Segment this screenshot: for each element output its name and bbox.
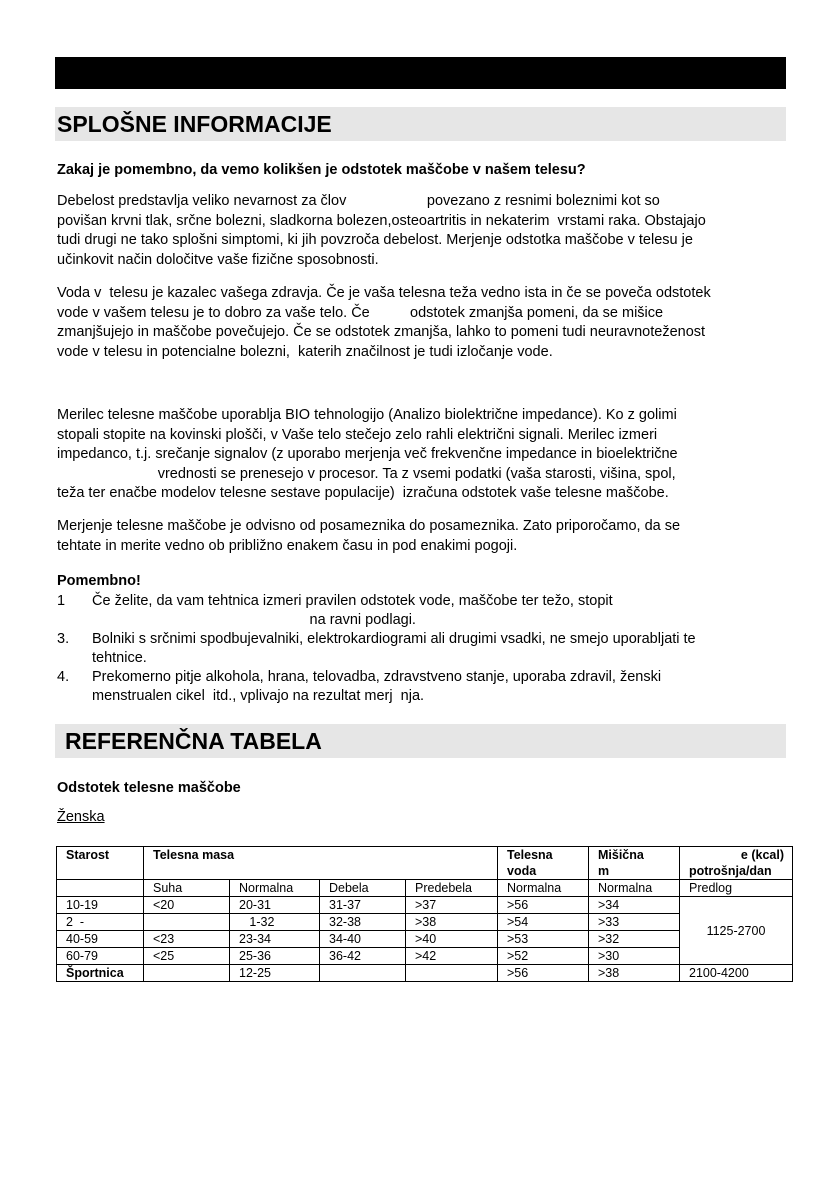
table-cell: >38 — [406, 914, 498, 931]
table-cell: >42 — [406, 948, 498, 965]
table-cell — [320, 965, 406, 982]
table-cell: >37 — [406, 897, 498, 914]
kcal-merged-cell: 1125-2700 — [680, 897, 793, 965]
header-telesna-voda: voda — [498, 863, 589, 880]
list-item-text: Prekomerno pitje alkohola, hrana, telovadba, zdravstveno stanje, uporaba zdravil, ženski — [92, 669, 662, 685]
table-cell: Normalna — [230, 880, 320, 897]
table-cell: >56 — [498, 965, 589, 982]
list-item-number: 3. — [57, 631, 70, 647]
text-line: zmanjšujejo in maščobe povečujejo. Če se odstotek zmanjša, lahko to pomeni tudi neuravnoteženost — [57, 324, 706, 340]
table-cell: 60-79 — [57, 948, 144, 965]
header-misicna: m — [589, 863, 680, 880]
header-starost: Starost — [57, 847, 144, 864]
table-cell: >30 — [589, 948, 680, 965]
list-item — [57, 592, 787, 630]
text-line: Merjenje telesne maščobe je odvisno od posameznika do posameznika. Zato priporočamo, da se — [57, 518, 681, 534]
table-cell: Predlog — [680, 880, 793, 897]
list-item-text: Če želite, da vam tehtnica izmeri pravilen odstotek vode, maščobe ter težo, stopit — [92, 593, 613, 609]
paragraph-bio-technology — [57, 406, 787, 504]
table-cell: >40 — [406, 931, 498, 948]
table-cell — [144, 863, 498, 880]
text-line: teža ter enačbe modelov telesne sestave populacije) izračuna odstotek vaše telesne maščobe. — [57, 485, 669, 501]
table-cell — [57, 863, 144, 880]
header-telesna-masa: Telesna masa — [144, 847, 498, 864]
table-cell: >52 — [498, 948, 589, 965]
table-cell — [406, 965, 498, 982]
text-line: vrednosti se prenesejo v procesor. Ta z vsemi podatki (vaša starosti, višina, spol, — [57, 465, 676, 482]
gender-label: Ženska — [57, 809, 105, 825]
table-row — [57, 897, 793, 914]
header-kcal: potrošnja/dan — [680, 863, 793, 880]
table-cell: >38 — [589, 965, 680, 982]
list-item-text: tehtnice. — [92, 650, 147, 666]
text-line: tehtate in merite vedno ob približno enakem času in pod enakimi pogoji. — [57, 537, 518, 554]
table-cell — [57, 880, 144, 897]
table-cell: <20 — [144, 897, 230, 914]
list-item — [57, 630, 787, 668]
list-item-number: 4. — [57, 669, 70, 685]
list-item-text: na ravni podlagi. — [92, 612, 416, 628]
text-line: impedanco, t.j. srečanje signalov (z uporabo merjenja več frekvenčne impedance in bioelektrične — [57, 446, 678, 462]
list-item-text: Bolniki s srčnimi spodbujevalniki, elektrokardiogrami ali drugimi vsadki, ne smejo uporabljati te — [92, 631, 696, 647]
table-cell: 2100-4200 — [680, 965, 793, 982]
table-header-row — [57, 863, 793, 880]
table-row-sport — [57, 965, 793, 982]
table-cell: Športnica — [57, 965, 144, 982]
table-subheader-row — [57, 880, 793, 897]
header-misicna: Mišična — [589, 847, 680, 864]
table-cell: <23 — [144, 931, 230, 948]
table-cell: Normalna — [498, 880, 589, 897]
table-cell — [144, 914, 230, 931]
paragraph-measurement — [57, 517, 787, 556]
text-line: tudi drugi ne tako splošni simptomi, ki jih povzroča debelost. Merjenje odstotka maščobe v telesu je — [57, 232, 693, 248]
question-heading: Zakaj je pomembno, da vemo kolikšen je odstotek maščobe v našem telesu? — [57, 162, 586, 178]
important-heading: Pomembno! — [57, 573, 141, 589]
text-line: Debelost predstavlja veliko nevarnost za člov povezano z resnimi boleznimi kot so — [57, 193, 660, 209]
section-title-general: SPLOŠNE INFORMACIJE — [57, 111, 332, 137]
table-cell: 25-36 — [230, 948, 320, 965]
table-cell: >53 — [498, 931, 589, 948]
table-cell: Suha — [144, 880, 230, 897]
table-cell — [144, 965, 230, 982]
reference-table — [56, 846, 793, 982]
table-cell: 1-32 — [230, 914, 320, 931]
table-cell: 20-31 — [230, 897, 320, 914]
paragraph-obesity — [57, 192, 787, 270]
list-item — [57, 668, 787, 706]
table-cell: 36-42 — [320, 948, 406, 965]
table-cell: >56 — [498, 897, 589, 914]
list-item-text: menstrualen cikel itd., vplivajo na rezultat merj nja. — [92, 688, 425, 704]
table-subtitle: Odstotek telesne maščobe — [57, 780, 241, 796]
table-cell: 31-37 — [320, 897, 406, 914]
table-cell: 12-25 — [230, 965, 320, 982]
paragraph-water — [57, 284, 787, 362]
table-cell: >32 — [589, 931, 680, 948]
table-cell: 40-59 — [57, 931, 144, 948]
section-title-reference: REFERENČNA TABELA — [65, 728, 322, 754]
table-cell: Normalna — [589, 880, 680, 897]
text-line: Voda v telesu je kazalec vašega zdravja. Če je vaša telesna teža vedno ista in če se poveča odstotek — [57, 285, 711, 301]
table-cell: 34-40 — [320, 931, 406, 948]
header-kcal: e (kcal) — [680, 847, 793, 864]
table-cell: 10-19 — [57, 897, 144, 914]
text-line: učinkovit način določitve vaše fizične sposobnosti. — [57, 251, 379, 268]
table-cell: >33 — [589, 914, 680, 931]
table-cell: >54 — [498, 914, 589, 931]
table-cell: Debela — [320, 880, 406, 897]
text-line: stopali stopite na kovinski plošči, v Vaše telo stečejo zelo rahli električni signali. Merilec izmeri — [57, 426, 658, 443]
table-cell: 32-38 — [320, 914, 406, 931]
table-cell: >34 — [589, 897, 680, 914]
header-telesna-voda: Telesna — [498, 847, 589, 864]
section-band-general — [55, 107, 786, 141]
table-cell: 23-34 — [230, 931, 320, 948]
important-list — [57, 592, 787, 706]
text-line: vode v telesu in potencialne bolezni, katerih značilnost je tudi izločanje vode. — [57, 343, 553, 360]
list-item-number: 1 — [57, 593, 66, 609]
table-cell: Predebela — [406, 880, 498, 897]
table-header-row — [57, 847, 793, 864]
text-line: Merilec telesne maščobe uporablja BIO tehnologijo (Analizo biolektrične impedance). Ko z golimi — [57, 407, 677, 423]
text-line: povišan krvni tlak, srčne bolezni, sladkorna bolezen,osteoartritis in nekaterim vrstami raka. Obstajajo — [57, 212, 706, 229]
table-cell: 2 - — [57, 914, 144, 931]
text-line: vode v vašem telesu je to dobro za vaše telo. Če odstotek zmanjša pomeni, da se mišice — [57, 304, 664, 321]
section-band-reference — [55, 724, 786, 758]
header-bar — [55, 57, 786, 89]
table-cell: <25 — [144, 948, 230, 965]
